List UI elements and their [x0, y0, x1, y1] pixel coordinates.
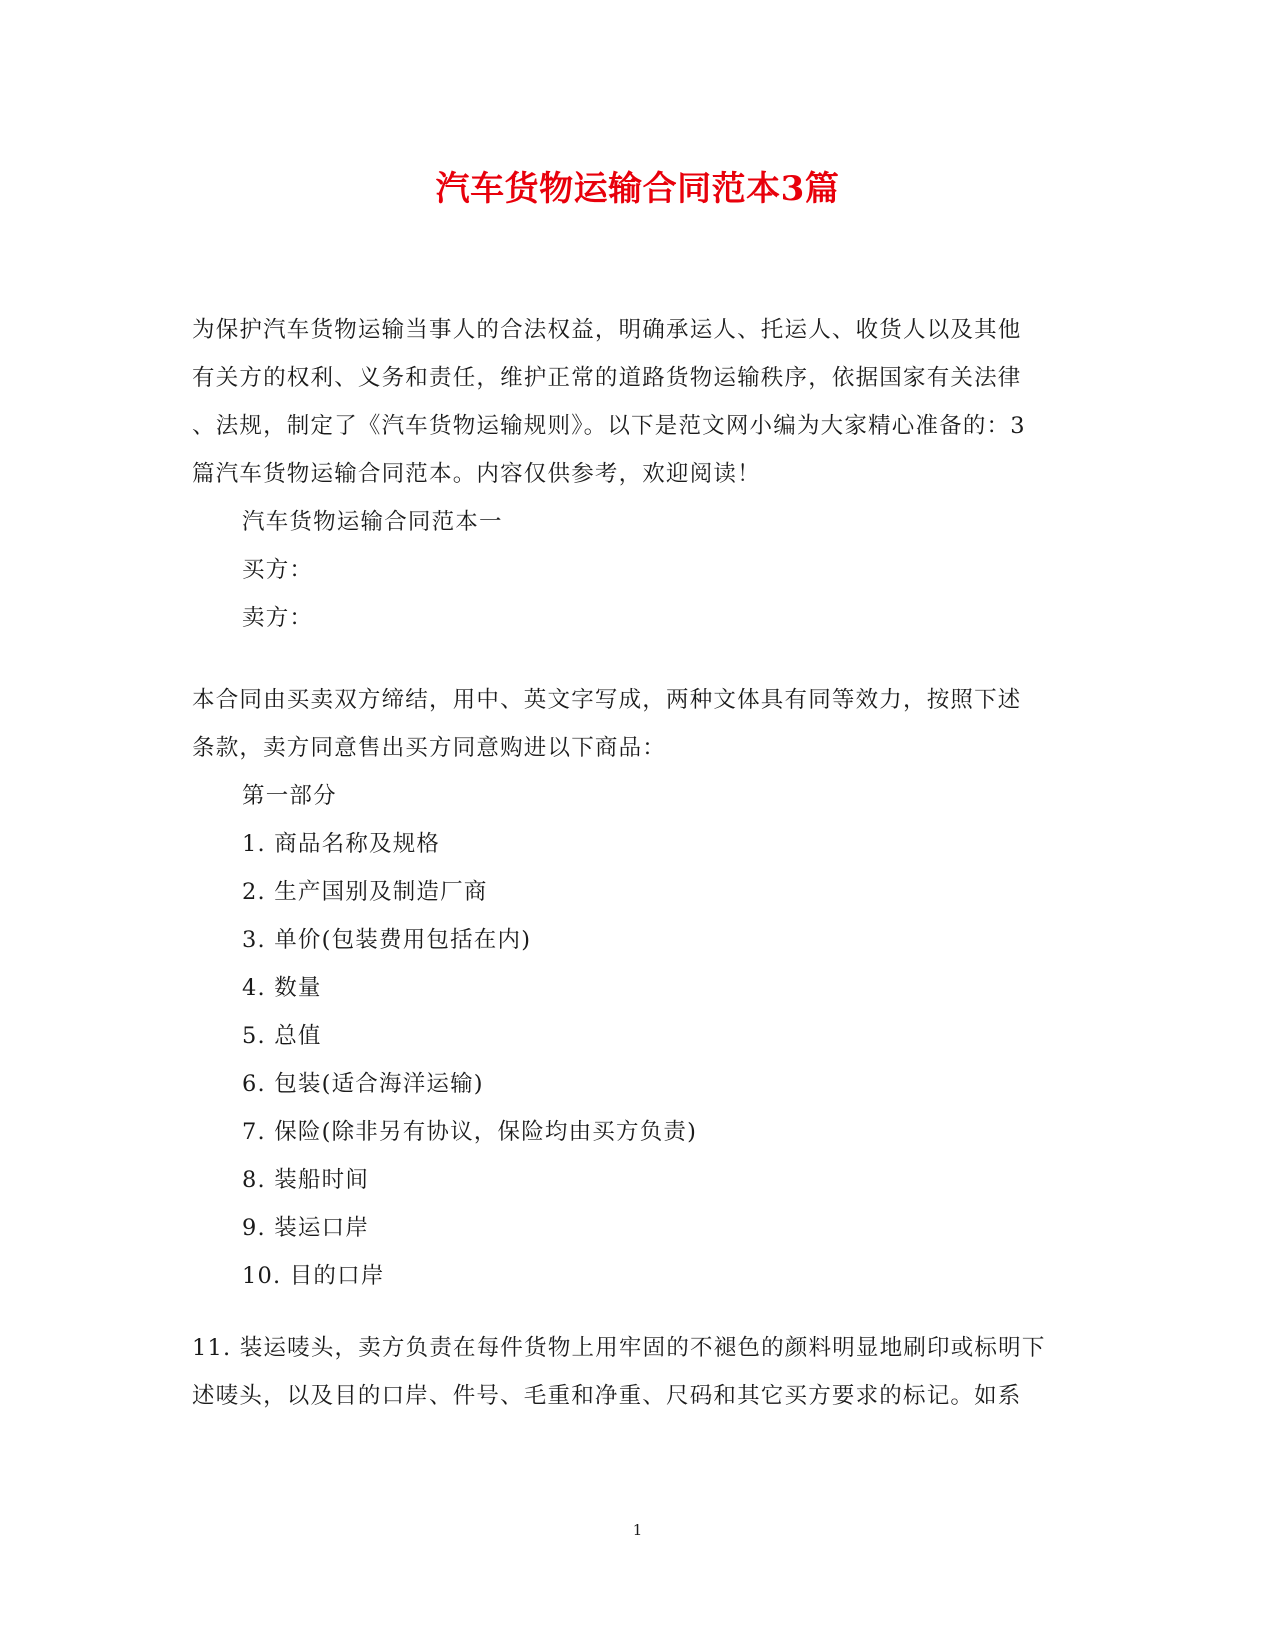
intro-line: 为保护汽车货物运输当事人的合法权益，明确承运人、托运人、收货人以及其他 — [192, 317, 1022, 343]
intro-line: 篇汽车货物运输合同范本。内容仅供参考，欢迎阅读！ — [192, 461, 761, 487]
list-item: 8. 装船时间 — [242, 1167, 370, 1193]
list-item: 3. 单价(包装费用包括在内) — [242, 927, 532, 953]
paragraph-line: 条款，卖方同意售出买方同意购进以下商品： — [192, 735, 667, 761]
paragraph-line: 述唛头，以及目的口岸、件号、毛重和净重、尺码和其它买方要求的标记。如系 — [192, 1383, 1022, 1409]
part-heading: 第一部分 — [242, 783, 337, 809]
list-item: 5. 总值 — [242, 1023, 322, 1049]
section-heading: 汽车货物运输合同范本一 — [242, 509, 503, 535]
intro-line: 有关方的权利、义务和责任，维护正常的道路货物运输秩序，依据国家有关法律 — [192, 365, 1022, 391]
paragraph-line: 本合同由买卖双方缔结，用中、英文字写成，两种文体具有同等效力，按照下述 — [192, 687, 1022, 713]
list-item: 9. 装运口岸 — [242, 1215, 370, 1241]
list-item: 4. 数量 — [242, 975, 322, 1001]
list-item: 2. 生产国别及制造厂商 — [242, 879, 488, 905]
intro-line: 、法规，制定了《汽车货物运输规则》。以下是范文网小编为大家精心准备的：3 — [192, 413, 1026, 439]
list-item: 10. 目的口岸 — [242, 1263, 385, 1289]
buyer-label: 买方： — [242, 557, 314, 583]
contract-paragraph — [192, 676, 1082, 1300]
list-item: 6. 包装(适合海洋运输) — [242, 1071, 484, 1097]
page-number: 1 — [632, 1521, 643, 1539]
marking-paragraph — [192, 1324, 1082, 1420]
intro-paragraph — [192, 306, 1082, 642]
paragraph-line: 11. 装运唛头，卖方负责在每件货物上用牢固的不褪色的颜料明显地刷印或标明下 — [192, 1335, 1046, 1361]
list-item: 1. 商品名称及规格 — [242, 831, 441, 857]
document-title: 汽车货物运输合同范本3篇 — [435, 169, 840, 209]
list-item: 7. 保险(除非另有协议，保险均由买方负责) — [242, 1119, 698, 1145]
seller-label: 卖方： — [242, 605, 314, 631]
